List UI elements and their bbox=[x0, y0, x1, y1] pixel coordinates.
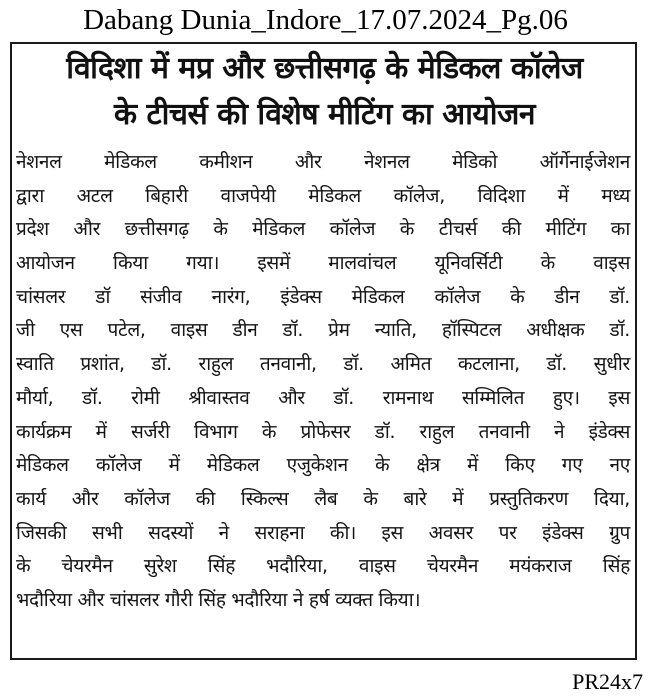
body-line: नेशनल मेडिकल कमीशन और नेशनल मेडिको ऑर्गेनाईजेशन bbox=[16, 151, 630, 173]
body-line: चांसलर डॉ संजीव नारंग, इंडेक्स मेडिकल कॉलेज के डीन डॉ. bbox=[16, 285, 630, 308]
body-line: कार्यक्रम में सर्जरी विभाग के प्रोफेसर डॉ. राहुल तनवानी ने इंडेक्स bbox=[16, 420, 630, 443]
body-line: कार्य और कॉलेज की स्किल्स लैब के बारे में प्रस्तुतिकरण दिया, bbox=[16, 487, 630, 510]
body-line: स्वाति प्रशांत, डॉ. राहुल तनवानी, डॉ. अमित कटलाना, डॉ. सुधीर bbox=[16, 353, 630, 376]
body-line: प्रदेश और छत्तीसगढ़ के मेडिकल कॉलेज के टीचर्स की मीटिंग का bbox=[16, 218, 630, 241]
body-line: के चेयरमैन सुरेश सिंह भदौरिया, वाइस चेयरमैन मयंकराज सिंह bbox=[16, 555, 630, 578]
article-headline bbox=[12, 46, 637, 138]
headline-line: विदिशा में मप्र और छत्तीसगढ़ के मेडिकल कॉलेज bbox=[66, 51, 583, 86]
article-body bbox=[16, 146, 630, 618]
body-line: जिसकी सभी सदस्यों ने सराहना की। इस अवसर पर इंडेक्स ग्रुप bbox=[16, 521, 630, 544]
body-line: मेडिकल कॉलेज में मेडिकल एजुकेशन के क्षेत्र में किए गए नए bbox=[16, 454, 630, 477]
headline-line: के टीचर्स की विशेष मीटिंग का आयोजन bbox=[114, 97, 535, 132]
body-line: जी एस पटेल, वाइस डीन डॉ. प्रेम न्याति, हॉस्पिटल अधीक्षक डॉ. bbox=[16, 319, 630, 342]
clipping-code: PR24x7 bbox=[572, 669, 643, 694]
clipping-source-line: Dabang Dunia_Indore_17.07.2024_Pg.06 bbox=[83, 4, 568, 36]
body-line: मौर्या, डॉ. रोमी श्रीवास्तव और डॉ. रामनाथ सम्मिलित हुए। इस bbox=[16, 386, 630, 409]
body-line: भदौरिया और चांसलर गौरी सिंह भदौरिया ने हर्ष व्यक्त किया। bbox=[16, 588, 421, 611]
body-line: आयोजन किया गया। इसमें मालवांचल यूनिवर्सिटी के वाइस bbox=[16, 252, 630, 275]
body-line: द्वारा अटल बिहारी वाजपेयी मेडिकल कॉलेज, विदिशा में मध्य bbox=[16, 184, 630, 207]
